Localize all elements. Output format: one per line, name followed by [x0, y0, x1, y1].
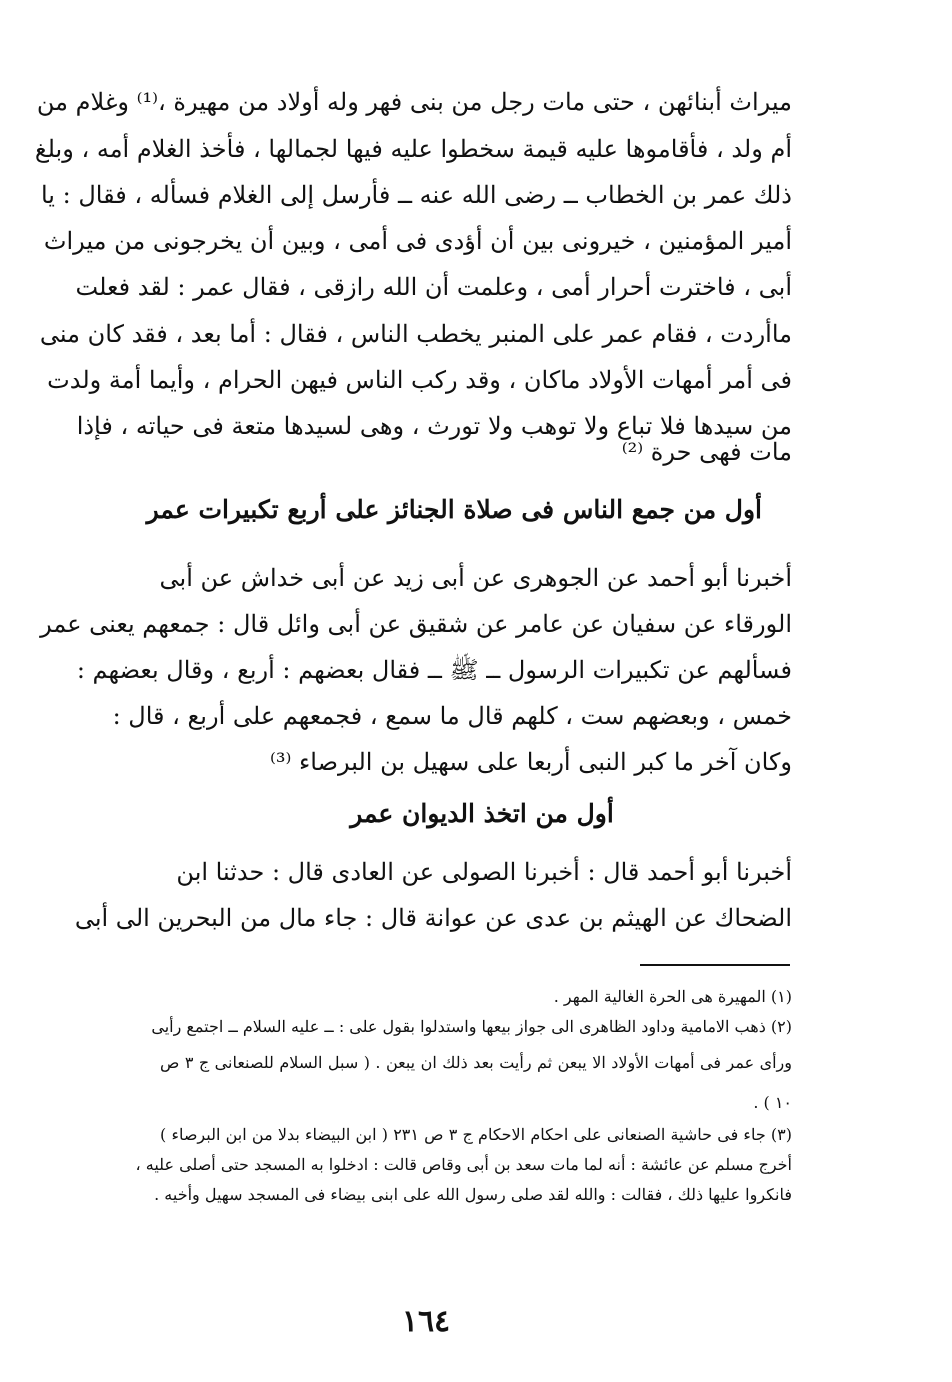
body-line: ذلك عمر بن الخطاب ــ رضى الله عنه ــ فأرسل إلى الغلام فسأله ، فقال : يا	[40, 181, 792, 209]
section1-line: وكان آخر ما كبر النبى أربعا على سهيل بن البرصاء ⁽³⁾	[269, 748, 792, 776]
section1-line: خمس ، وبعضهم ست ، كلهم قال ما سمع ، فجمعهم على أربع ، قال :	[112, 702, 792, 730]
footnote-line: (١) المهيرة هى الحرة الغالية المهر .	[553, 987, 792, 1006]
body-line: أمير المؤمنين ، خيرونى بين أن أؤدى فى أمى ، وبين أن يخرجونى من ميراث	[43, 227, 792, 255]
body-line: من سيدها فلا تباع ولا توهب ولا تورث ، وهى لسيدها متعة فى حياته ، فإذا	[76, 412, 792, 440]
footnote-line: فانكروا عليها ذلك ، فقالت : والله لقد صلى رسول الله على ابنى بيضاء فى المسجد سهيل وأخيه .	[154, 1185, 792, 1204]
section2-line: أخبرنا أبو أحمد قال : أخبرنا الصولى عن العادى قال : حدثنا ابن	[176, 858, 792, 886]
section2-line: الضحاك عن الهيثم بن عدى عن عوانة قال : جاء مال من البحرين الى أبى	[74, 904, 792, 932]
footnote-line: أخرج مسلم عن عائشة : أنه لما مات سعد بن أبى وقاص قالت : ادخلوا به المسجد حتى أصلى عليه ،	[135, 1155, 792, 1174]
body-line: ماأردت ، فقام عمر على المنبر يخطب الناس ، فقال : أما بعد ، فقد كان منى	[39, 320, 792, 348]
body-line: ميراث أبنائهن ، حتى مات رجل من بنى فهر وله أولاد من مهيرة ،⁽¹⁾ وغلام من	[36, 88, 792, 116]
section-heading: أول من اتخذ الديوان عمر	[350, 799, 614, 828]
section1-line: فسألهم عن تكبيرات الرسول ــ ﷺ ــ فقال بعضهم : أربع ، وقال بعضهم :	[76, 656, 792, 684]
footnote-line: (٣) جاء فى حاشية الصنعانى على احكام الاحكام ج ٣ ص ٢٣١ ( ابن البيضاء بدلا من ابن البرصاء )	[160, 1125, 793, 1144]
footnote-line: ١٠ ) .	[753, 1093, 792, 1112]
body-line: فى أمر أمهات الأولاد ماكان ، وقد ركب الناس فيهن الحرام ، وأيما أمة ولدت	[47, 366, 792, 394]
section1-line: الورقاء عن سفيان عن عامر عن شقيق عن أبى وائل قال : جمعهم يعنى عمر	[40, 610, 792, 638]
section1-line: أخبرنا أبو أحمد عن الجوهرى عن أبى زيد عن أبى خداش عن أبى	[159, 564, 792, 592]
footnote-separator	[640, 964, 790, 966]
section-heading: أول من جمع الناس فى صلاة الجنائز على أربع تكبيرات عمر	[146, 495, 762, 524]
footnote-line: ورأى عمر فى أمهات الأولاد الا يبعن ثم رأيت بعد ذلك ان يبعن . ( سبل السلام للصنعانى ج ٣ ص	[160, 1053, 792, 1072]
footnote-line: (٢) ذهب الامامية وداود الظاهرى الى جواز بيعها واستدلوا بقول على : ــ عليه السلام ــ اجتمع رأيى	[151, 1017, 792, 1036]
body-line: مات فهى حرة ⁽²⁾	[621, 438, 792, 466]
body-line: أم ولد ، فأقاموها عليه قيمة سخطوا عليه فيها لجمالها ، فأخذ الغلام أمه ، وبلغ	[34, 135, 792, 163]
body-line: أبى ، فاخترت أحرار أمى ، وعلمت أن الله رازقى ، فقال عمر : لقد فعلت	[75, 273, 792, 301]
page-number: ١٦٤	[401, 1304, 451, 1339]
